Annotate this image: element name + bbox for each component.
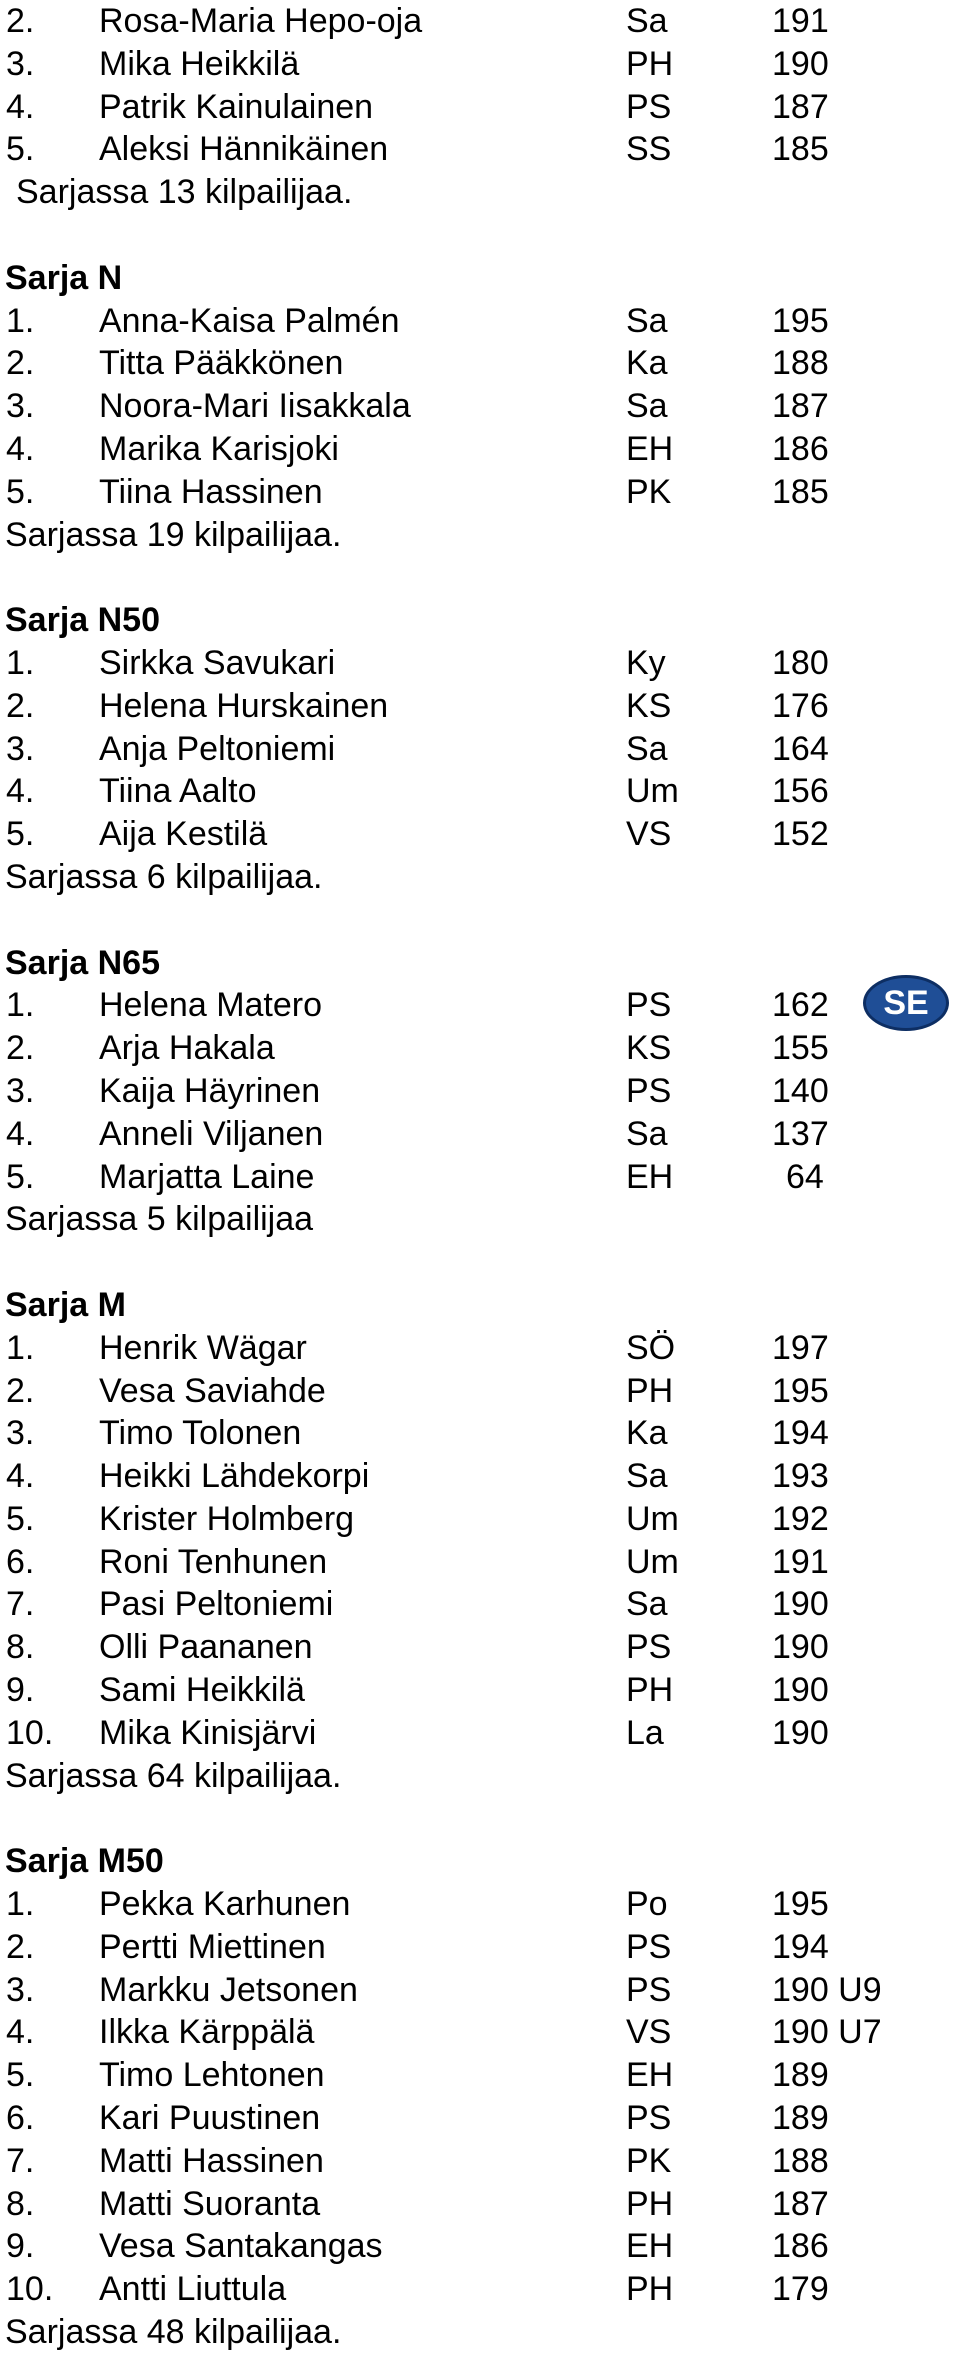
rank: 5. [6,815,35,854]
score: 190 [772,1713,829,1752]
rank: 2. [6,2,35,40]
club: Sa [626,387,668,426]
rank: 7. [6,2141,35,2180]
participant-count-text: Sarjassa 13 kilpailijaa. [16,173,353,212]
rank: 3. [6,1414,35,1453]
competitor-name: Olli Paananen [99,1628,313,1667]
result-row [0,2011,960,2054]
result-row [0,2054,960,2097]
section-title: Sarja N65 [5,943,160,982]
score: 190 U7 [772,2013,882,2052]
competitor-name: Krister Holmberg [99,1499,355,1538]
participant-count [0,171,960,214]
club: Um [626,772,679,811]
rank: 8. [6,2184,35,2223]
participant-count [0,2311,960,2354]
result-row [0,2097,960,2140]
score: 190 [772,1585,829,1624]
rank: 4. [6,429,35,468]
rank: 2. [6,686,35,725]
rank: 1. [6,1885,35,1924]
club: PS [626,986,672,1025]
participant-count-text: Sarjassa 48 kilpailijaa. [5,2313,342,2352]
score: 137 [772,1114,829,1153]
club: EH [626,429,674,468]
result-row [0,86,960,129]
section-title: Sarja N50 [5,601,160,640]
rank: 3. [6,387,35,426]
club: EH [626,1157,674,1196]
spacer [0,556,960,599]
section-heading [0,257,960,300]
rank: 3. [6,44,35,83]
spacer [0,899,960,942]
competitor-name: Patrik Kainulainen [99,87,374,126]
result-row [0,342,960,385]
rank: 6. [6,1542,35,1581]
competitor-name: Helena Hurskainen [99,686,389,725]
club: Sa [626,729,668,768]
competitor-name: Marjatta Laine [99,1157,315,1196]
score: 187 [772,2184,829,2223]
competitor-name: Markku Jetsonen [99,1970,358,2009]
score: 188 [772,2141,829,2180]
competitor-name: Vesa Santakangas [99,2227,383,2266]
result-row [0,1113,960,1156]
score: 152 [772,815,829,854]
rank: 3. [6,1970,35,2009]
competitor-name: Rosa-Maria Hepo-oja [99,2,423,40]
rank: 5. [6,130,35,169]
rank: 1. [6,1328,35,1367]
club: SS [626,130,672,169]
club: Po [626,1885,668,1924]
club: PS [626,1071,672,1110]
score: 155 [772,1029,829,1068]
result-row [0,1027,960,1070]
rank: 1. [6,301,35,340]
result-row [0,1669,960,1712]
competitor-name: Anja Peltoniemi [99,729,336,768]
competitor-name: Arja Hakala [99,1029,275,1068]
club: PK [626,2141,672,2180]
result-row [0,685,960,728]
result-row [0,1455,960,1498]
competitor-name: Sirkka Savukari [99,643,336,682]
score: 185 [772,130,829,169]
participant-count [0,856,960,899]
result-row [0,1541,960,1584]
result-row [0,1327,960,1370]
score: 179 [772,2270,829,2309]
competitor-name: Matti Suoranta [99,2184,321,2223]
club: VS [626,2013,672,2052]
score: 186 [772,2227,829,2266]
score: 190 [772,44,829,83]
score: 190 [772,1671,829,1710]
result-row [0,2140,960,2183]
competitor-name: Sami Heikkilä [99,1671,305,1710]
result-row [0,728,960,771]
competitor-name: Heikki Lähdekorpi [99,1457,370,1496]
result-row [0,813,960,856]
result-row [0,984,960,1027]
competitor-name: Timo Tolonen [99,1414,302,1453]
competitor-name: Tiina Hassinen [99,472,323,511]
spacer [0,1797,960,1840]
club: PH [626,1671,674,1710]
score: 185 [772,472,829,511]
rank: 2. [6,1371,35,1410]
competitor-name: Ilkka Kärppälä [99,2013,315,2052]
competitor-name: Pekka Karhunen [99,1885,351,1924]
competitor-name: Tiina Aalto [99,772,257,811]
score: 189 [772,2099,829,2138]
score: 190 U9 [772,1970,882,2009]
competitor-name: Antti Liuttula [99,2270,287,2309]
competitor-name: Roni Tenhunen [99,1542,328,1581]
se-badge-logo: SE [863,975,949,1031]
section-heading [0,1284,960,1327]
club: PH [626,1371,674,1410]
club: Sa [626,2,668,40]
score: 197 [772,1328,829,1367]
score: 188 [772,344,829,383]
rank: 1. [6,986,35,1025]
club: Ky [626,643,666,682]
result-row [0,0,960,43]
score: 180 [772,643,829,682]
participant-count-text: Sarjassa 19 kilpailijaa. [5,515,342,554]
club: PK [626,472,672,511]
club: EH [626,2227,674,2266]
competitor-name: Timo Lehtonen [99,2056,325,2095]
competitor-name: Vesa Saviahde [99,1371,326,1410]
score: 187 [772,387,829,426]
competitor-name: Aija Kestilä [99,815,268,854]
spacer [0,214,960,257]
score: 190 [772,1628,829,1667]
club: Sa [626,1114,668,1153]
rank: 5. [6,2056,35,2095]
competitor-name: Helena Matero [99,986,323,1025]
club: Um [626,1542,679,1581]
score: 187 [772,87,829,126]
result-row [0,43,960,86]
result-row [0,642,960,685]
score: 189 [772,2056,829,2095]
club: Ka [626,1414,668,1453]
result-row [0,2225,960,2268]
club: PS [626,1927,672,1966]
section-heading [0,599,960,642]
club: PH [626,2184,674,2223]
rank: 3. [6,729,35,768]
result-row [0,385,960,428]
result-row [0,2268,960,2311]
competitor-name: Anneli Viljanen [99,1114,324,1153]
competitor-name: Mika Kinisjärvi [99,1713,317,1752]
result-row [0,1969,960,2012]
section-title: Sarja N [5,258,123,297]
score: 195 [772,1371,829,1410]
score: 192 [772,1499,829,1538]
club: SÖ [626,1328,676,1367]
rank: 5. [6,1157,35,1196]
club: KS [626,1029,672,1068]
score: 64 [786,1157,824,1196]
rank: 9. [6,2227,35,2266]
spacer [0,1241,960,1284]
section-heading [0,942,960,985]
club: PS [626,2099,672,2138]
competitor-name: Anna-Kaisa Palmén [99,301,400,340]
result-row [0,1883,960,1926]
competitor-name: Matti Hassinen [99,2141,324,2180]
club: Sa [626,301,668,340]
rank: 5. [6,1499,35,1538]
result-row [0,1370,960,1413]
result-row [0,1712,960,1755]
section-title: Sarja M50 [5,1842,164,1881]
score: 194 [772,1927,829,1966]
result-row [0,2183,960,2226]
rank: 10. [6,2270,54,2309]
result-row [0,428,960,471]
score: 194 [772,1414,829,1453]
score: 176 [772,686,829,725]
result-row [0,1583,960,1626]
competitor-name: Marika Karisjoki [99,429,339,468]
score: 195 [772,301,829,340]
competitor-name: Noora-Mari Iisakkala [99,387,411,426]
section-heading [0,1840,960,1883]
competitor-name: Titta Pääkkönen [99,344,344,383]
score: 191 [772,2,829,40]
rank: 4. [6,1114,35,1153]
result-row [0,300,960,343]
rank: 2. [6,344,35,383]
club: PH [626,2270,674,2309]
club: Um [626,1499,679,1538]
rank: 2. [6,1927,35,1966]
rank: 8. [6,1628,35,1667]
club: PH [626,44,674,83]
result-row [0,128,960,171]
club: VS [626,815,672,854]
rank: 4. [6,772,35,811]
score: 195 [772,1885,829,1924]
score: 140 [772,1071,829,1110]
rank: 4. [6,2013,35,2052]
score: 156 [772,772,829,811]
club: Sa [626,1457,668,1496]
result-row [0,1412,960,1455]
participant-count [0,1755,960,1798]
score: 186 [772,429,829,468]
competitor-name: Aleksi Hännikäinen [99,130,389,169]
rank: 7. [6,1585,35,1624]
result-row [0,1156,960,1199]
result-row [0,1626,960,1669]
rank: 10. [6,1713,54,1752]
club: PS [626,87,672,126]
result-row [0,770,960,813]
rank: 3. [6,1071,35,1110]
club: PS [626,1628,672,1667]
participant-count-text: Sarjassa 5 kilpailijaa [5,1200,314,1239]
score: 162 [772,986,829,1025]
competitor-name: Henrik Wägar [99,1328,307,1367]
result-row [0,1070,960,1113]
rank: 6. [6,2099,35,2138]
club: Ka [626,344,668,383]
rank: 4. [6,1457,35,1496]
competitor-name: Kari Puustinen [99,2099,321,2138]
rank: 5. [6,472,35,511]
result-row [0,1498,960,1541]
rank: 9. [6,1671,35,1710]
club: PS [626,1970,672,2009]
rank: 2. [6,1029,35,1068]
score: 193 [772,1457,829,1496]
result-row [0,471,960,514]
participant-count-text: Sarjassa 64 kilpailijaa. [5,1756,342,1795]
result-row [0,1926,960,1969]
club: Sa [626,1585,668,1624]
rank: 4. [6,87,35,126]
competitor-name: Mika Heikkilä [99,44,300,83]
score: 191 [772,1542,829,1581]
club: La [626,1713,664,1752]
competitor-name: Pasi Peltoniemi [99,1585,334,1624]
participant-count-text: Sarjassa 6 kilpailijaa. [5,857,323,896]
competitor-name: Pertti Miettinen [99,1927,326,1966]
participant-count [0,514,960,557]
club: KS [626,686,672,725]
score: 164 [772,729,829,768]
section-title: Sarja M [5,1285,126,1324]
rank: 1. [6,643,35,682]
participant-count [0,1198,960,1241]
club: EH [626,2056,674,2095]
competitor-name: Kaija Häyrinen [99,1071,321,1110]
